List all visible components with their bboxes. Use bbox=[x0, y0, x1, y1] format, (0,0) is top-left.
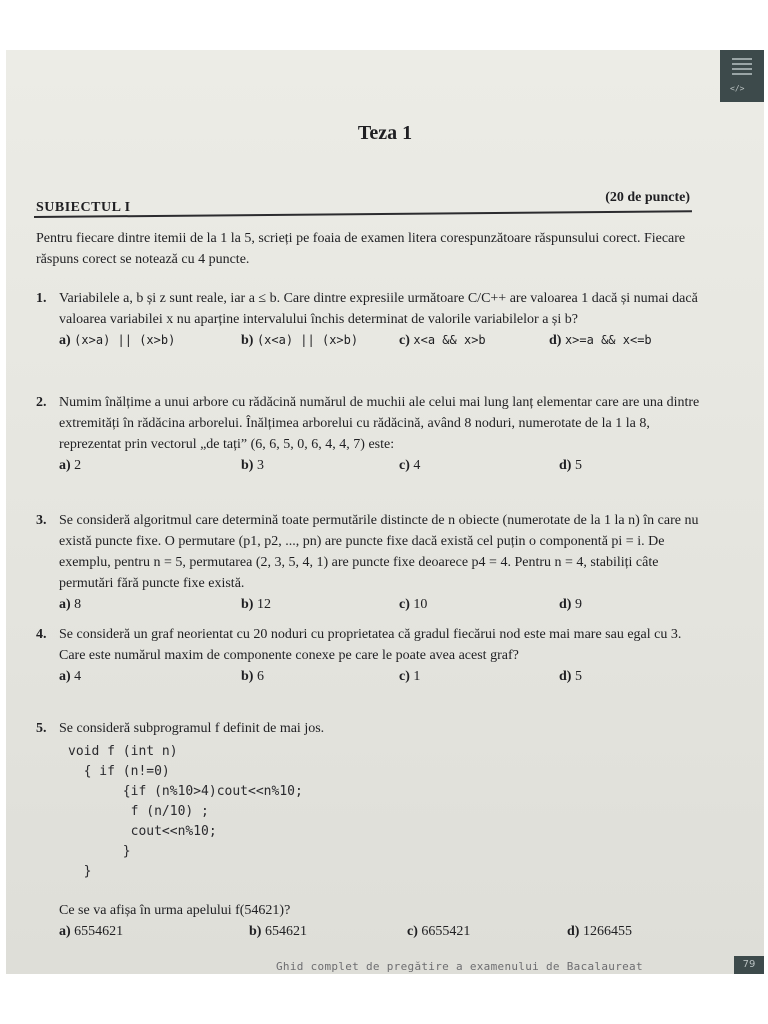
code-block bbox=[68, 742, 303, 882]
option-c[interactable]: c) x<a && x>b bbox=[399, 333, 486, 348]
answer-options bbox=[59, 455, 706, 476]
option-b[interactable]: b) 3 bbox=[241, 458, 264, 473]
question-number: 1. bbox=[36, 291, 47, 306]
code-line: cout<<n%10; bbox=[68, 824, 217, 839]
section-tab bbox=[720, 50, 764, 102]
option-b[interactable]: b) 6 bbox=[241, 669, 264, 684]
answer-options bbox=[59, 330, 706, 351]
option-c[interactable]: c) 10 bbox=[399, 597, 428, 612]
subject-heading: SUBIECTUL I bbox=[36, 200, 131, 215]
page-number: 79 bbox=[734, 956, 764, 974]
code-line: {if (n%10>4)cout<<n%10; bbox=[68, 784, 303, 799]
question-text: Se consideră un graf neorientat cu 20 noduri cu proprietatea că gradul fiecărui nod este mai mare sau egal cu 3. Care este numărul maxim de componente conexe pe care le poate avea acest graf? bbox=[59, 627, 682, 663]
option-a[interactable]: a) 2 bbox=[59, 458, 82, 473]
option-d[interactable]: d) x>=a && x<=b bbox=[549, 333, 652, 348]
question-3 bbox=[36, 510, 706, 615]
heading-divider bbox=[34, 210, 692, 218]
code-line: void f (int n) bbox=[68, 744, 178, 759]
question-number: 3. bbox=[36, 513, 47, 528]
option-b[interactable]: b) 654621 bbox=[249, 924, 307, 939]
question-text: Variabilele a, b și z sunt reale, iar a ≤ b. Care dintre expresiile următoare C/C++ are valoarea 1 dacă și numai dacă valoarea variabilei x nu aparține intervalului închis determinat de valorile variabilelor a și b? bbox=[59, 291, 698, 327]
question-number: 4. bbox=[36, 627, 47, 642]
option-d[interactable]: d) 9 bbox=[559, 597, 582, 612]
question-text: Numim înălțime a unui arbore cu rădăcină numărul de muchii ale celui mai lung lanț elementar care are una dintre extremități în rădăcina arborelui. Înălțimea arborelui cu rădăcină, având 8 noduri, numerotate de la 1 la 8, reprezentat prin vectorul „de tați” (6, 6, 5, 0, 6, 4, 4, 7) este: bbox=[59, 395, 700, 452]
code-icon: </> bbox=[730, 84, 745, 93]
option-a[interactable]: a) 4 bbox=[59, 669, 82, 684]
option-a[interactable]: a) (x>a) || (x>b) bbox=[59, 333, 176, 348]
code-line: } bbox=[68, 844, 131, 859]
option-d[interactable]: d) 5 bbox=[559, 458, 582, 473]
option-b[interactable]: b) 12 bbox=[241, 597, 271, 612]
question-1 bbox=[36, 288, 706, 351]
question-number: 2. bbox=[36, 395, 47, 410]
footer-text: Ghid complet de pregătire a examenului de Bacalaureat bbox=[276, 960, 643, 973]
answer-options bbox=[59, 594, 706, 615]
question-2 bbox=[36, 392, 706, 476]
code-line: { if (n!=0) bbox=[68, 764, 170, 779]
option-a[interactable]: a) 6554621 bbox=[59, 924, 124, 939]
option-c[interactable]: c) 4 bbox=[399, 458, 421, 473]
question-4 bbox=[36, 624, 706, 687]
option-b[interactable]: b) (x<a) || (x>b) bbox=[241, 333, 359, 348]
question-5-prompt bbox=[36, 900, 706, 942]
question-text: Se consideră algoritmul care determină toate permutările distincte de n obiecte (numerotate de la 1 la n) în care nu există puncte fixe. O permutare (p1, p2, ..., pn) are puncte fixe dacă există cel puțin o componentă pi = i. De exemplu, pentru n = 5, permutarea (2, 3, 5, 4, 1) are puncte fixe deoarece p4 = 4. Pentru n = 4, stabiliți câte permutări fără puncte fixe există. bbox=[59, 513, 699, 591]
option-d[interactable]: d) 1266455 bbox=[567, 924, 632, 939]
question-text: Se consideră subprogramul f definit de mai jos. bbox=[59, 721, 325, 736]
points-label: (20 de puncte) bbox=[605, 190, 690, 205]
option-d[interactable]: d) 5 bbox=[559, 669, 582, 684]
option-a[interactable]: a) 8 bbox=[59, 597, 82, 612]
option-c[interactable]: c) 1 bbox=[399, 669, 421, 684]
code-line: f (n/10) ; bbox=[68, 804, 209, 819]
question-5 bbox=[36, 718, 706, 739]
page-title: Teza 1 bbox=[357, 122, 413, 144]
question-text: Ce se va afișa în urma apelului f(54621)? bbox=[59, 903, 291, 918]
question-number: 5. bbox=[36, 721, 47, 736]
document-page bbox=[6, 50, 764, 974]
option-c[interactable]: c) 6655421 bbox=[407, 924, 471, 939]
code-line: } bbox=[68, 864, 92, 879]
answer-options bbox=[59, 921, 706, 942]
instructions-text: Pentru fiecare dintre itemii de la 1 la 5, scrieți pe foaia de examen litera corespunzătoare răspunsului corect. Fiecare răspuns corect se notează cu 4 puncte. bbox=[36, 231, 686, 267]
answer-options bbox=[59, 666, 706, 687]
